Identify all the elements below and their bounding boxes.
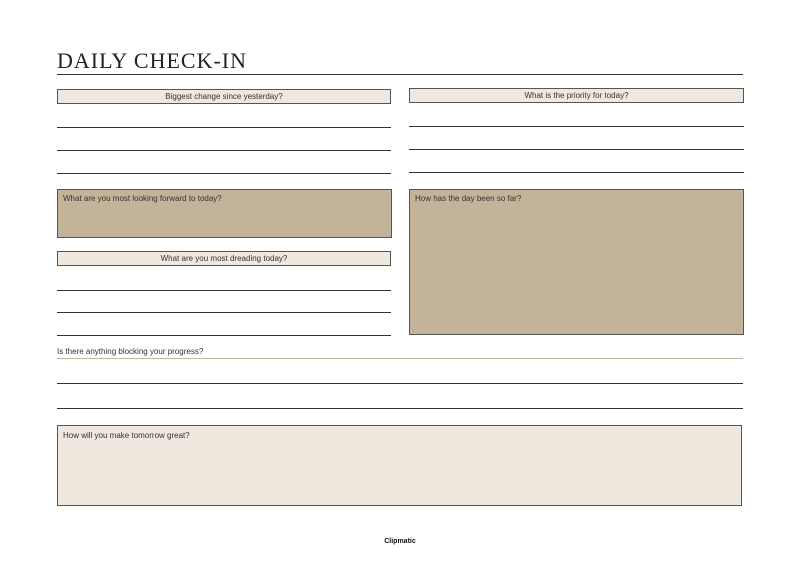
blocking-label: Is there anything blocking your progress? <box>57 347 204 356</box>
writing-line[interactable] <box>409 149 744 150</box>
writing-line[interactable] <box>409 172 744 173</box>
writing-line[interactable] <box>409 126 744 127</box>
blocking-divider <box>57 358 743 359</box>
title-divider <box>57 74 743 75</box>
writing-line[interactable] <box>57 408 743 409</box>
writing-line[interactable] <box>57 127 391 128</box>
writing-line[interactable] <box>57 383 743 384</box>
day-so-far-label: How has the day been so far? <box>415 194 522 203</box>
page-title: DAILY CHECK-IN <box>57 48 248 73</box>
writing-line[interactable] <box>57 312 391 313</box>
biggest-change-label: Biggest change since yesterday? <box>57 89 391 104</box>
writing-line[interactable] <box>57 173 391 174</box>
writing-line[interactable] <box>57 335 391 336</box>
writing-line[interactable] <box>57 290 391 291</box>
priority-label: What is the priority for today? <box>409 88 744 103</box>
tomorrow-box[interactable] <box>57 425 742 506</box>
day-so-far-box[interactable] <box>409 189 744 335</box>
looking-forward-label: What are you most looking forward to today? <box>63 194 222 203</box>
brand-name: Clipmatic <box>384 538 416 545</box>
dreading-label: What are you most dreading today? <box>57 251 391 266</box>
writing-line[interactable] <box>57 150 391 151</box>
brand-logo <box>0 538 800 545</box>
tomorrow-label: How will you make tomorrow great? <box>63 431 190 440</box>
looking-forward-box[interactable] <box>57 189 392 238</box>
